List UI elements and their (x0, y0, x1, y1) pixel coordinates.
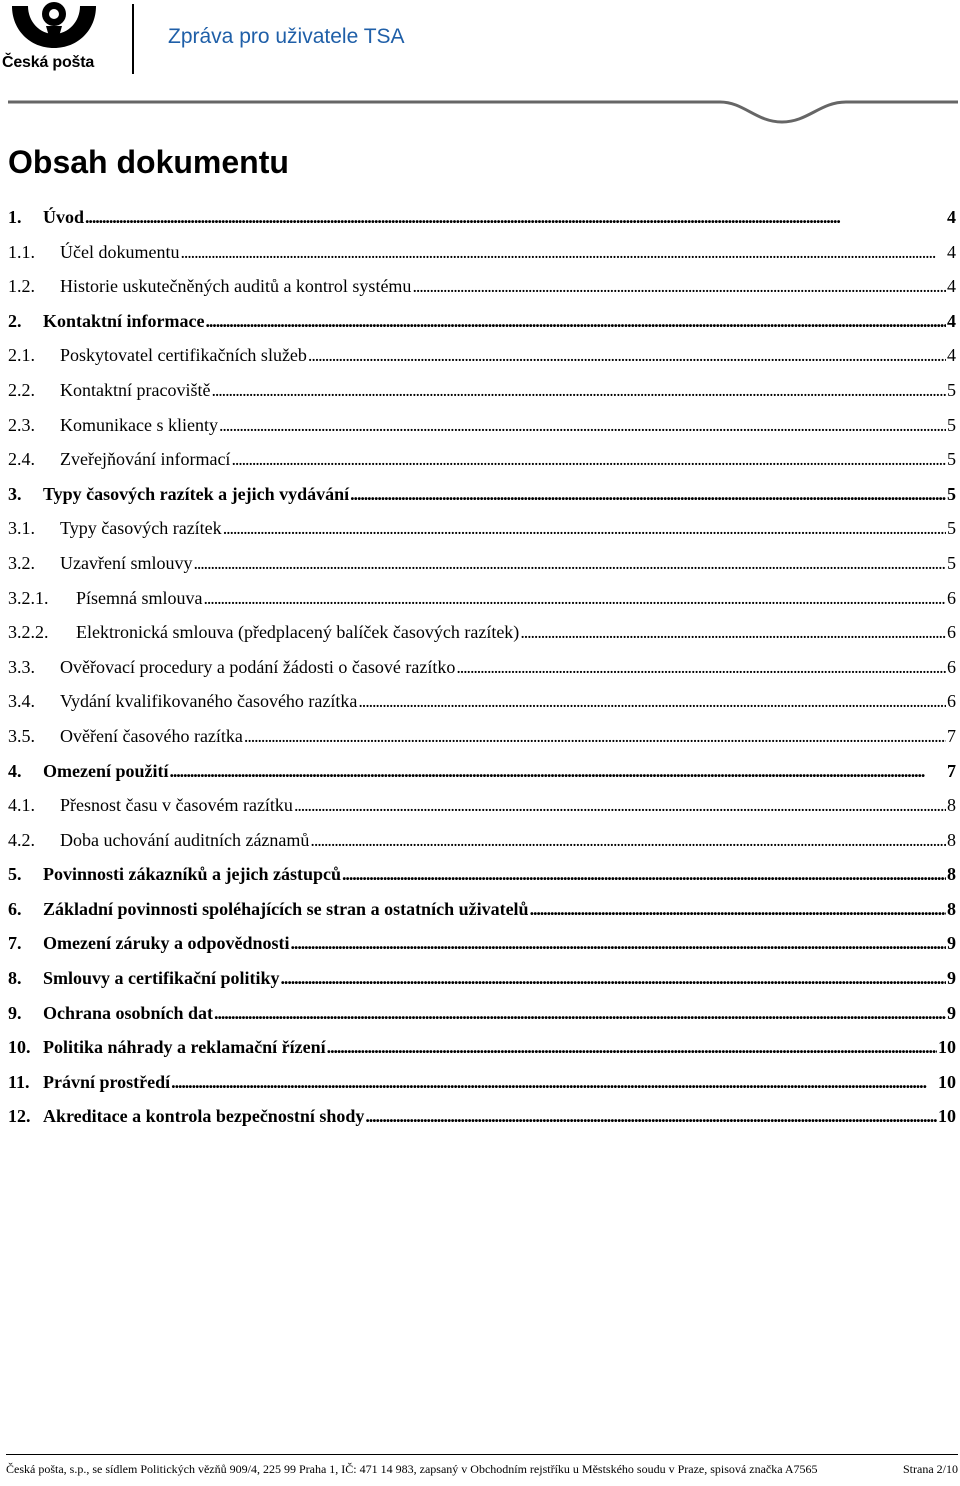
toc-dot-leader (211, 380, 946, 401)
toc-entry-number: 2. (8, 310, 22, 331)
toc-entry-title: Akreditace a kontrola bezpečnostní shody (43, 1106, 365, 1127)
toc-dot-leader (171, 1072, 937, 1093)
toc-dot-leader (219, 415, 946, 436)
toc-dot-leader (169, 761, 946, 782)
toc-entry-title: Typy časových razítek (60, 518, 222, 539)
toc-entry-title: Ochrana osobních dat (43, 1002, 214, 1023)
toc-entry-title: Elektronická smlouva (předplacený balíček časových razítek) (76, 622, 520, 643)
toc-entry-page: 8 (947, 898, 956, 919)
toc-dot-leader (310, 830, 946, 851)
toc-entry-title: Kontaktní informace (43, 310, 205, 331)
toc-entry[interactable] (8, 726, 956, 761)
toc-entry-page: 10 (938, 1106, 956, 1127)
footer-divider (6, 1454, 958, 1455)
toc-entry-title: Právní prostředí (43, 1071, 171, 1092)
toc-entry-title: Komunikace s klienty (60, 414, 218, 435)
page-footer (6, 1462, 958, 1477)
toc-entry-page: 7 (947, 760, 956, 781)
toc-dot-leader (365, 1106, 937, 1127)
toc-entry[interactable] (8, 864, 956, 899)
toc-entry-title: Písemná smlouva (76, 587, 203, 608)
toc-entry[interactable] (8, 933, 956, 968)
toc-entry-page: 9 (947, 968, 956, 989)
toc-entry[interactable] (8, 795, 956, 830)
footer-company-info: Česká pošta, s.p., se sídlem Politických vězňů 909/4, 225 99 Praha 1, IČ: 471 14 983, zapsaný v Obchodním rejstříku u Městského soudu v Praze, spisová značka A7565 (6, 1462, 818, 1476)
toc-entry-title: Vydání kvalifikovaného časového razítka (60, 691, 358, 712)
toc-entry-title: Poskytovatel certifikačních služeb (60, 345, 307, 366)
toc-entry[interactable] (8, 276, 956, 311)
toc-entry[interactable] (8, 311, 956, 346)
toc-entry-page: 8 (947, 795, 956, 816)
toc-entry-number: 6. (8, 898, 22, 919)
toc-entry[interactable] (8, 1037, 956, 1072)
toc-entry-number: 3.2. (8, 552, 35, 573)
toc-entry-page: 8 (947, 864, 956, 885)
toc-dot-leader (204, 588, 947, 609)
toc-entry-title: Omezení použití (43, 760, 169, 781)
toc-entry[interactable] (8, 484, 956, 519)
toc-entry-title: Úvod (43, 207, 85, 227)
toc-entry-page: 4 (947, 241, 956, 262)
toc-entry-number: 11. (8, 1071, 30, 1092)
toc-entry-number: 3.4. (8, 691, 35, 712)
toc-entry-number: 2.4. (8, 449, 35, 470)
page-number: Strana 2/10 (903, 1462, 958, 1476)
toc-entry-number: 4.2. (8, 829, 35, 850)
toc-entry-number: 3.2.1. (8, 587, 49, 608)
header-wave-line (0, 94, 960, 130)
toc-entry-title: Typy časových razítek a jejich vydávání (43, 483, 350, 504)
toc-entry[interactable] (8, 449, 956, 484)
toc-entry-number: 8. (8, 968, 22, 989)
toc-dot-leader (281, 968, 946, 989)
toc-entry[interactable] (8, 588, 956, 623)
toc-entry-title: Doba uchování auditních záznamů (60, 829, 310, 850)
toc-entry[interactable] (8, 899, 956, 934)
toc-entry[interactable] (8, 1072, 956, 1107)
toc-entry[interactable] (8, 761, 956, 796)
toc-dot-leader (206, 311, 947, 332)
toc-dot-leader (412, 276, 946, 297)
toc-entry[interactable] (8, 968, 956, 1003)
document-title: Zpráva pro uživatele TSA (168, 25, 405, 48)
toc-entry-page: 9 (947, 933, 956, 954)
toc-entry-number: 1.2. (8, 276, 35, 297)
toc-entry-page: 5 (947, 379, 956, 400)
toc-entry-number: 10. (8, 1037, 31, 1058)
toc-entry-number: 9. (8, 1002, 22, 1023)
toc-entry-page: 6 (947, 691, 956, 712)
toc-entry[interactable] (8, 207, 956, 242)
toc-entry[interactable] (8, 553, 956, 588)
toc-entry-page: 6 (947, 622, 956, 643)
toc-entry-number: 1.1. (8, 241, 35, 262)
toc-entry-page: 8 (947, 829, 956, 850)
toc-entry-number: 3. (8, 483, 22, 504)
toc-entry-page: 4 (947, 310, 956, 331)
toc-dot-leader (530, 899, 946, 920)
toc-entry-page: 9 (947, 1002, 956, 1023)
toc-entry-title: Historie uskutečněných auditů a kontrol systému (60, 276, 412, 297)
toc-entry[interactable] (8, 242, 956, 277)
toc-dot-leader (342, 864, 946, 885)
toc-entry-number: 2.1. (8, 345, 35, 366)
logo-text: Česká pošta (2, 54, 95, 71)
toc-dot-leader (294, 795, 946, 816)
toc-entry-number: 12. (8, 1106, 31, 1127)
toc-entry-title: Kontaktní pracoviště (60, 379, 211, 400)
toc-dot-leader (223, 518, 946, 539)
toc-entry-page: 5 (947, 449, 956, 470)
toc-entry-title: Politika náhrady a reklamační řízení (43, 1037, 326, 1058)
toc-entry-title: Účel dokumentu (60, 241, 180, 262)
table-of-contents (8, 207, 956, 1141)
toc-entry-page: 5 (947, 414, 956, 435)
toc-entry[interactable] (8, 622, 956, 657)
toc-entry-title: Uzavření smlouvy (60, 552, 193, 573)
toc-entry-number: 5. (8, 864, 22, 885)
toc-entry-title: Ověřovací procedury a podání žádosti o časové razítko (60, 656, 456, 677)
toc-entry-page: 4 (947, 207, 956, 227)
toc-dot-leader (291, 933, 946, 954)
toc-dot-leader (350, 484, 946, 505)
toc-entry[interactable] (8, 518, 956, 553)
toc-entry[interactable] (8, 657, 956, 692)
toc-entry[interactable] (8, 1106, 956, 1141)
toc-dot-leader (180, 242, 946, 263)
toc-dot-leader (327, 1037, 937, 1058)
header-divider (132, 4, 134, 74)
toc-entry-page: 7 (947, 725, 956, 746)
toc-entry-page: 5 (947, 483, 956, 504)
toc-dot-leader (520, 622, 946, 643)
toc-entry-page: 6 (947, 587, 956, 608)
toc-entry-number: 4.1. (8, 795, 35, 816)
toc-entry-page: 5 (947, 518, 956, 539)
toc-dot-leader (456, 657, 946, 678)
toc-entry-number: 7. (8, 933, 22, 954)
page-title: Obsah dokumentu (8, 144, 289, 180)
toc-dot-leader (214, 1003, 946, 1024)
page-header (0, 0, 960, 130)
toc-entry-page: 4 (947, 276, 956, 297)
toc-entry-title: Smlouvy a certifikační politiky (43, 968, 280, 989)
toc-dot-leader (85, 207, 946, 228)
toc-dot-leader (231, 449, 946, 470)
toc-entry-page: 10 (938, 1071, 956, 1092)
toc-entry-title: Základní povinnosti spoléhajících se stran a ostatních uživatelů (43, 898, 529, 919)
toc-entry-number: 1. (8, 207, 22, 227)
toc-entry-page: 10 (938, 1037, 956, 1058)
toc-dot-leader (244, 726, 946, 747)
toc-entry[interactable] (8, 691, 956, 726)
toc-entry-title: Povinnosti zákazníků a jejich zástupců (43, 864, 342, 885)
toc-entry-number: 2.3. (8, 414, 35, 435)
toc-entry-title: Zveřejňování informací (60, 449, 231, 470)
toc-entry-title: Přesnost času v časovém razítku (60, 795, 293, 816)
toc-dot-leader (193, 553, 946, 574)
toc-entry-title: Omezení záruky a odpovědnosti (43, 933, 290, 954)
toc-entry-number: 3.5. (8, 725, 35, 746)
toc-entry-number: 3.1. (8, 518, 35, 539)
toc-dot-leader (308, 345, 946, 366)
toc-entry-title: Ověření časového razítka (60, 725, 243, 746)
toc-entry[interactable] (8, 415, 956, 450)
toc-entry[interactable] (8, 345, 956, 380)
toc-entry-number: 2.2. (8, 379, 35, 400)
toc-entry-page: 6 (947, 656, 956, 677)
toc-entry-number: 3.3. (8, 656, 35, 677)
toc-entry[interactable] (8, 380, 956, 415)
toc-entry-page: 5 (947, 552, 956, 573)
toc-entry-number: 3.2.2. (8, 622, 49, 643)
toc-dot-leader (358, 691, 946, 712)
toc-entry-number: 4. (8, 760, 22, 781)
toc-entry-page: 4 (947, 345, 956, 366)
toc-entry[interactable] (8, 830, 956, 865)
toc-entry[interactable] (8, 1003, 956, 1038)
